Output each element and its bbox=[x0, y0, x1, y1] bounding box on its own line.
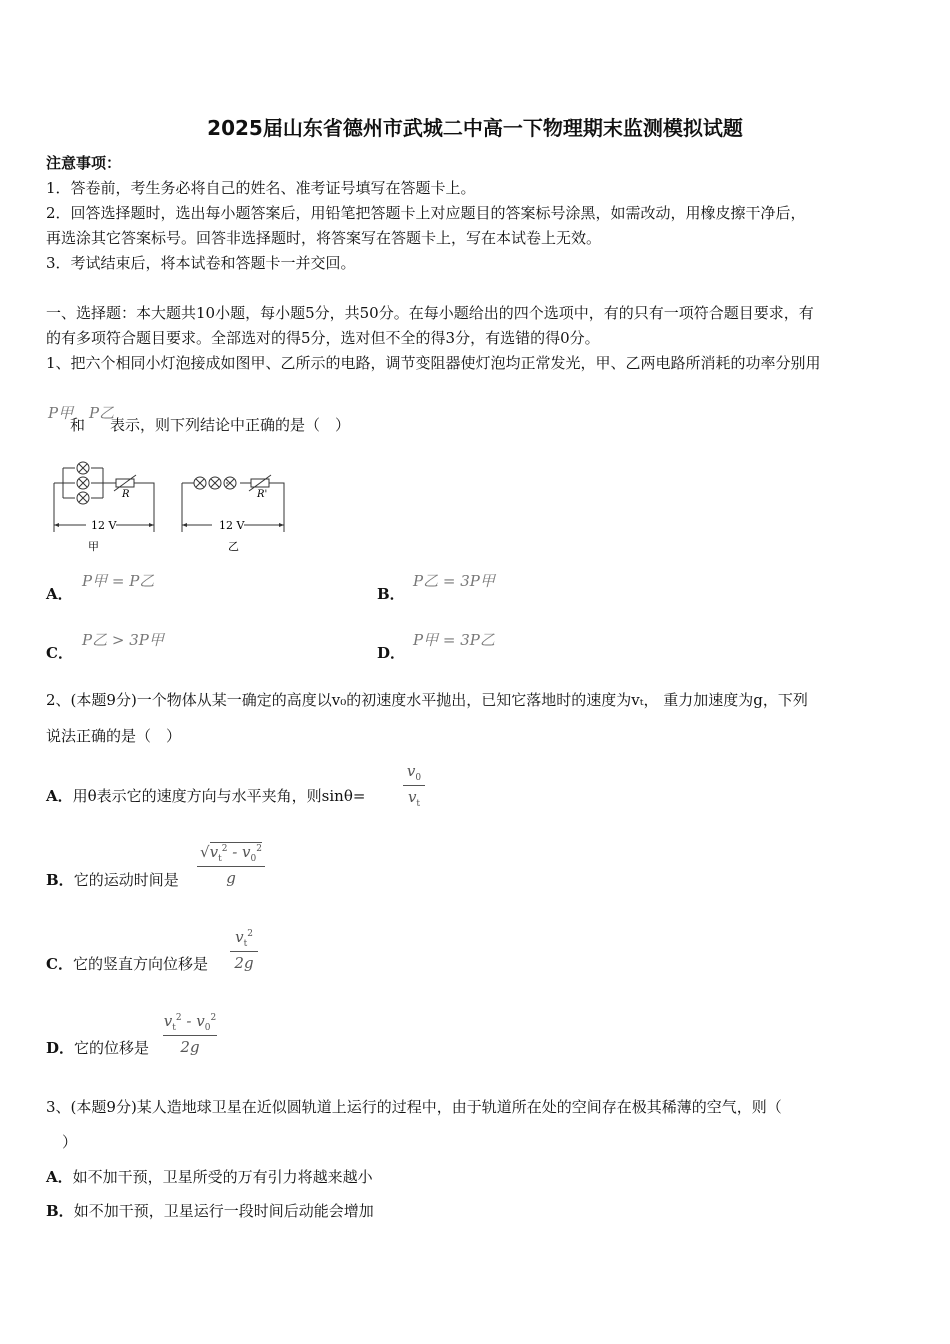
q3-option-b-text: 如不加干预，卫星运行一段时间后动能会增加 bbox=[73, 1202, 374, 1220]
q2-option-c[interactable] bbox=[46, 953, 208, 974]
q3-stem: 3、(本题9分)某人造地球卫星在近似圆轨道上运行的过程中，由于轨道所在处的空间存在极其稀薄的空气，则（ bbox=[46, 1098, 782, 1116]
q1-and: 和 bbox=[70, 416, 86, 434]
formula-sin-theta: $v_0$ $v_t$ bbox=[403, 762, 425, 809]
section-intro-line: 的有多项符合题目要求。全部选对的得5分，选对但不全的得3分，有选错的得0分。 bbox=[46, 329, 600, 347]
q2-option-c-text: 它的竖直方向位移是 bbox=[72, 955, 208, 973]
q2-option-b-text: 它的运动时间是 bbox=[73, 871, 179, 889]
q1-option-c-formula: P乙 > 3P甲 bbox=[82, 631, 164, 649]
q1-option-a-label[interactable]: A． bbox=[46, 585, 73, 603]
caption-yi: 乙 bbox=[228, 540, 239, 553]
q1-option-a-formula: P甲 = P乙 bbox=[82, 572, 155, 590]
q2-option-d[interactable] bbox=[46, 1037, 149, 1058]
q3-option-b-label: B． bbox=[46, 1202, 74, 1220]
notice-item: 2．回答选择题时，选出每小题答案后，用铅笔把答题卡上对应题目的答案标号涂黑，如需改动，用橡皮擦干净后， bbox=[46, 204, 806, 222]
q3-stem-end: ） bbox=[62, 1133, 78, 1151]
notice-item: 1．答卷前，考生务必将自己的姓名、准考证号填写在答题卡上。 bbox=[46, 179, 476, 197]
notice-item: 再选涂其它答案标号。回答非选择题时，将答案写在答题卡上，写在本试卷上无效。 bbox=[46, 229, 602, 247]
formula-vertical-displacement: $v_t^2$ 2g bbox=[230, 928, 258, 972]
q2-option-d-text: 它的位移是 bbox=[74, 1039, 150, 1057]
q1-option-c-label[interactable]: C． bbox=[46, 644, 73, 662]
voltage-label-jia: 12 V bbox=[91, 519, 117, 532]
q3-option-b[interactable] bbox=[46, 1200, 374, 1221]
q2-option-a-text: 用θ表示它的速度方向与水平夹角，则sinθ= bbox=[72, 787, 366, 805]
q1-stem-end: 表示，则下列结论中正确的是（ ） bbox=[110, 416, 351, 434]
q2-option-a-label: A． bbox=[46, 787, 73, 805]
q1-stem: 1、把六个相同小灯泡接成如图甲、乙所示的电路，调节变阻器使灯泡均正常发光，甲、乙两电路所消耗的功率分别用 bbox=[46, 354, 821, 372]
q3-option-a-label: A． bbox=[46, 1168, 73, 1186]
page-title: 2025届山东省德州市武城二中高一下物理期末监测模拟试题 bbox=[207, 116, 743, 140]
q1-option-d-label[interactable]: D． bbox=[377, 644, 406, 662]
notice-heading: 注意事项： bbox=[46, 154, 122, 172]
circuit-figure bbox=[48, 455, 293, 555]
q2-option-a[interactable] bbox=[46, 785, 365, 806]
p-jia-symbol: P甲 bbox=[48, 404, 74, 422]
p-yi-symbol: P乙 bbox=[89, 404, 115, 422]
section-intro-line: 一、选择题：本大题共10小题，每小题5分，共50分。在每小题给出的四个选项中，有的只有一项符合题目要求，有 bbox=[46, 304, 814, 322]
q2-stem-end: 说法正确的是（ ） bbox=[46, 727, 182, 745]
q2-option-c-label: C． bbox=[46, 955, 73, 973]
q1-option-d-formula: P甲 = 3P乙 bbox=[413, 631, 495, 649]
q2-option-b-label: B． bbox=[46, 871, 74, 889]
q3-option-a[interactable] bbox=[46, 1166, 373, 1187]
q2-option-d-label: D． bbox=[46, 1039, 75, 1057]
q1-option-b-formula: P乙 = 3P甲 bbox=[413, 572, 495, 590]
q2-option-b[interactable] bbox=[46, 869, 179, 890]
resistor-label-jia: R bbox=[122, 489, 130, 500]
formula-time: $√v_t^2 - v_0^2$ g bbox=[197, 843, 265, 887]
caption-jia: 甲 bbox=[88, 540, 99, 553]
resistor-label-yi: R' bbox=[257, 489, 268, 500]
q2-stem: 2、(本题9分)一个物体从某一确定的高度以v₀的初速度水平抛出，已知它落地时的速度为vₜ， 重力加速度为g，下列 bbox=[46, 691, 808, 709]
q3-option-a-text: 如不加干预，卫星所受的万有引力将越来越小 bbox=[72, 1168, 373, 1186]
voltage-label-yi: 12 V bbox=[219, 519, 245, 532]
q1-option-b-label[interactable]: B． bbox=[377, 585, 405, 603]
formula-displacement: $v_t^2 - v_0^2$ 2g bbox=[163, 1012, 217, 1056]
notice-item: 3．考试结束后，将本试卷和答题卡一并交回。 bbox=[46, 254, 356, 272]
